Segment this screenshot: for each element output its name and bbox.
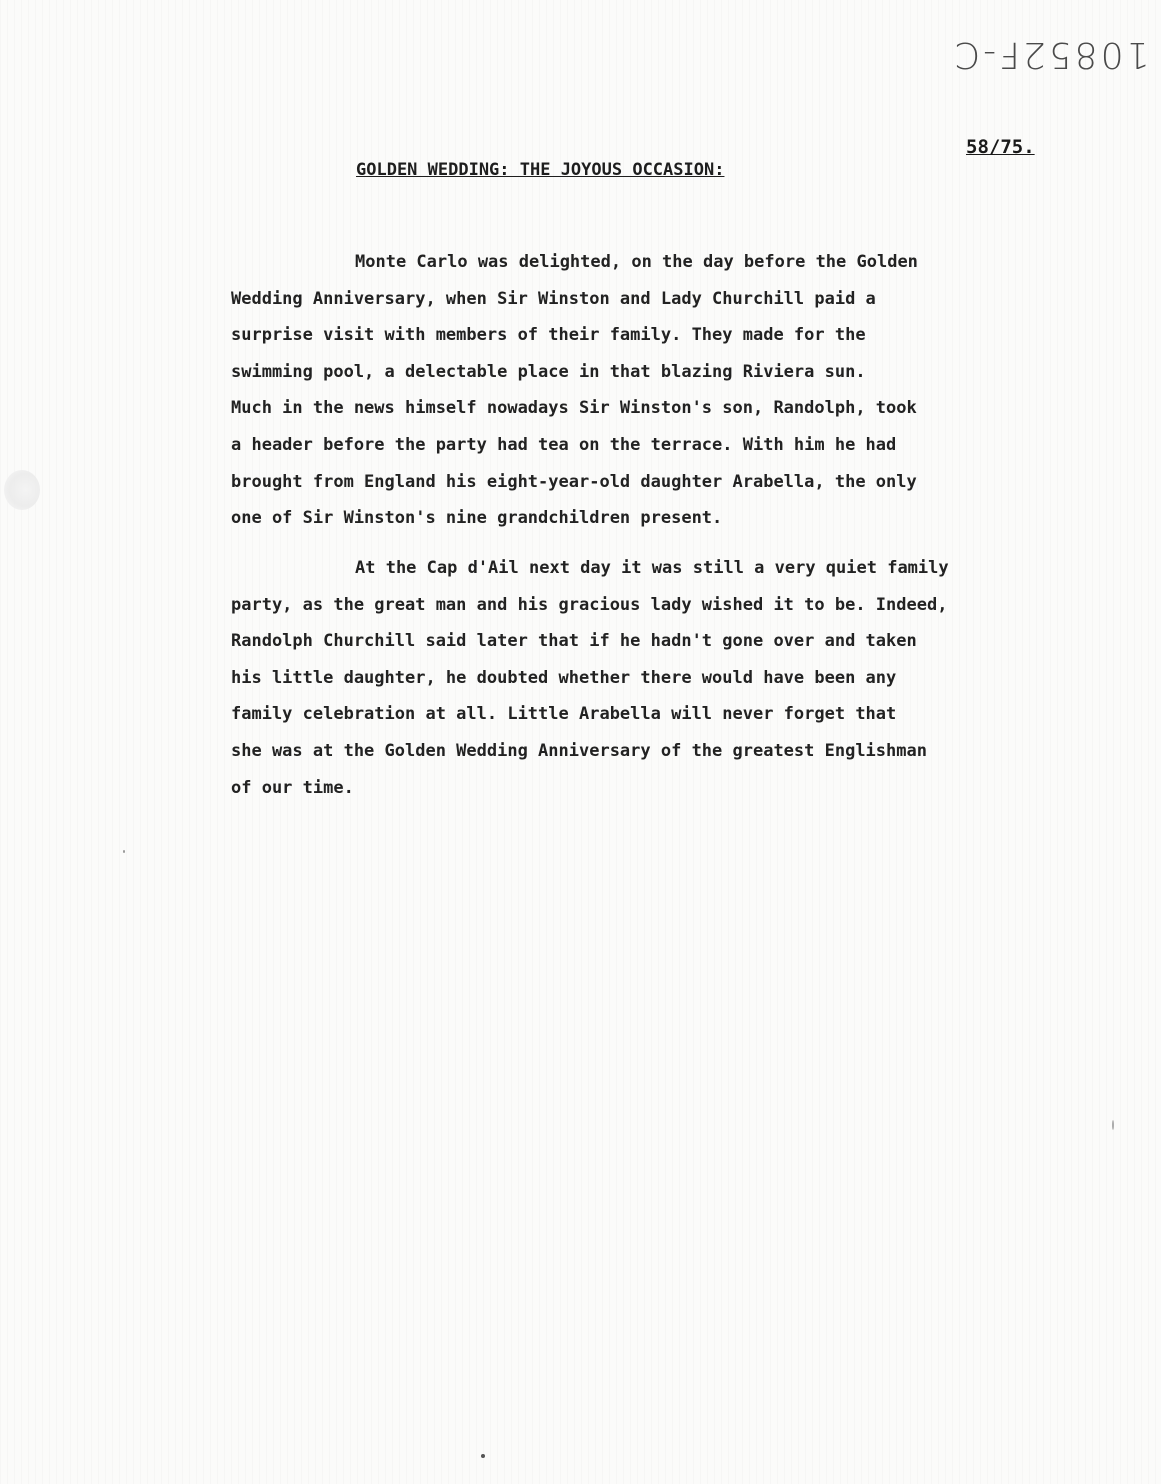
paragraph-line: of our time. xyxy=(231,777,354,798)
paragraph-line: Randolph Churchill said later that if he hadn't gone over and taken xyxy=(231,631,917,652)
paragraph-2 xyxy=(231,550,1111,806)
paragraph-line: his little daughter, he doubted whether there would have been any xyxy=(231,667,897,688)
ink-speck xyxy=(481,1454,485,1458)
document-reference-number: 58/75. xyxy=(966,136,1035,158)
handwritten-archive-number: 10852F-C xyxy=(952,34,1150,75)
paragraph-line: one of Sir Winston's nine grandchildren present. xyxy=(231,508,723,529)
ink-speck xyxy=(1112,1120,1114,1130)
paragraph-line: brought from England his eight-year-old daughter Arabella, the only xyxy=(231,471,917,492)
paragraph-line: a header before the party had tea on the terrace. With him he had xyxy=(231,434,897,455)
paragraph-line: Much in the news himself nowadays Sir Winston's son, Randolph, took xyxy=(231,398,917,419)
paragraph-line: swimming pool, a delectable place in that blazing Riviera sun. xyxy=(231,361,866,382)
paragraph-line: At the Cap d'Ail next day it was still a very quiet family xyxy=(355,558,949,578)
punch-hole-mark xyxy=(4,470,40,510)
paragraph-1 xyxy=(231,244,1111,537)
ink-speck xyxy=(123,850,125,853)
document-title: GOLDEN WEDDING: THE JOYOUS OCCASION: xyxy=(356,160,725,180)
paragraph-line: she was at the Golden Wedding Anniversary of the greatest Englishman xyxy=(231,740,927,761)
paragraph-line: surprise visit with members of their family. They made for the xyxy=(231,325,866,346)
paragraph-line: Wedding Anniversary, when Sir Winston and Lady Churchill paid a xyxy=(231,288,876,309)
paragraph-line: family celebration at all. Little Arabella will never forget that xyxy=(231,704,897,725)
paragraph-line: Monte Carlo was delighted, on the day before the Golden xyxy=(355,252,918,272)
paragraph-line: party, as the great man and his gracious lady wished it to be. Indeed, xyxy=(231,594,948,615)
